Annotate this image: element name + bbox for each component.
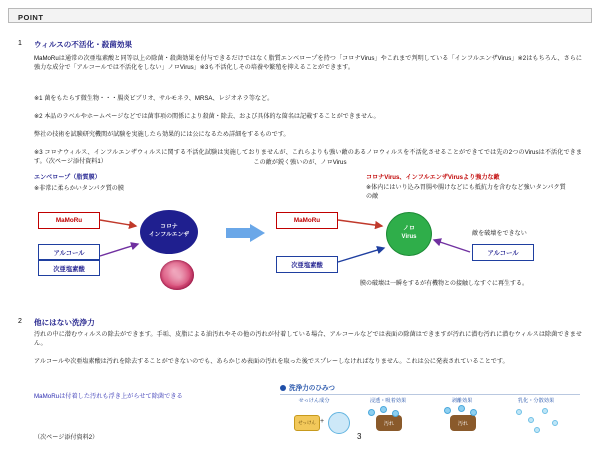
section1-note-1: ※1 菌をもたらす微生物・・・腸炎ビブリオ、サルモネラ、MRSA、レジオネラ等など。 xyxy=(34,95,274,102)
bubble-icon xyxy=(542,408,548,414)
section2-number: 2 xyxy=(18,318,22,325)
section2-paragraph-2: アルコールや次亜塩素酸は汚れを除去することができないのでも、あらかじめ表面の汚れを取った後でスプレーしなければなりません。これは公に発表されていることです。 xyxy=(34,358,509,365)
section1-note-3: 弊社の技術を試験研究機関が試験を実施したら効果的には公になるため詳細をするものです。 xyxy=(34,131,290,138)
diagram-right-top-note: 敵を破壊をできない xyxy=(472,230,527,237)
corona-influenza-virus-shape: コロナ インフルエンザ xyxy=(140,210,198,254)
washing-power-panel xyxy=(280,382,580,444)
soap-dot-icon xyxy=(458,405,465,412)
bubble-icon xyxy=(552,420,558,426)
section1-paragraph-1: MaMoRuは通常の次亜塩素酸と同等以上の除菌・殺菌効果を付与できるだけではなく脂質エンベロープを持つ「コロナVirus」やこれまで判明している「インフルエンザVirus」※2はもちろん、さらに強力な成分で「アルコールでは不活化をしない」ノロVirus」※3も不活化しその培養や繁殖を抑えることができます。 xyxy=(34,55,582,72)
box-sodium-hypochlorite-right: 次亜塩素酸 xyxy=(276,256,338,273)
soap-dot-icon xyxy=(470,409,477,416)
point-header-label: POINT xyxy=(18,12,44,22)
bubble-icon xyxy=(516,409,522,415)
box-mamoru-left: MaMoRu xyxy=(38,212,100,229)
soap-dot-icon xyxy=(380,406,387,413)
mamoru-bottom-note: MaMoRuは付着した汚れも浮き上がらせて除菌できる xyxy=(34,393,183,400)
wash-step-label-1: せっけん成分 xyxy=(298,398,330,404)
washing-power-title-text: 洗浄力のひみつ xyxy=(289,385,336,392)
wash-step-label-3: 剥離効果 xyxy=(451,398,473,404)
soap-dot-icon xyxy=(444,407,451,414)
diagram-right-note: 膜の破壊は一瞬をするが有機物との接触しなすぐに再生する。 xyxy=(360,281,529,287)
bullet-dot-icon xyxy=(280,385,286,391)
section1-title: ウィルスの不活化・殺菌効果 xyxy=(34,40,133,49)
bubble-icon xyxy=(534,427,540,433)
section1-note-4: ※3 コロナウィルス、インフルエンザウィルスに関する不活化試験は実施しておりませんが、これらよりも強い敵のあるノロウィルスを不活化させることができてでは先の2つのVirusは不活化できます。（次ページ添付資料1） xyxy=(34,149,582,166)
soap-bar-icon: せっけん xyxy=(294,415,320,431)
washing-steps xyxy=(280,394,580,445)
virus-diagram xyxy=(20,168,580,308)
virus-particle-icon xyxy=(160,260,194,290)
soap-dot-icon xyxy=(368,409,375,416)
box-mamoru-right: MaMoRu xyxy=(276,212,338,229)
washing-power-title xyxy=(280,382,335,392)
envelope-label-title: エンベロープ（脂質膜） xyxy=(34,174,101,181)
section1-number: 1 xyxy=(18,40,22,47)
box-alcohol-right: アルコール xyxy=(472,244,534,261)
wash-step-label-2: 浸透・吸着効果 xyxy=(369,398,407,404)
point-header-bar xyxy=(8,8,592,23)
plus-sign-icon: + xyxy=(320,418,325,425)
box-sodium-hypochlorite-left: 次亜塩素酸 xyxy=(38,260,100,276)
section2-title: 他にはない洗浄力 xyxy=(34,318,95,327)
noro-virus-shape: ノロ Virus xyxy=(386,212,432,256)
next-page-reference: （次ページ添付資料2） xyxy=(34,434,99,441)
transition-arrow-icon xyxy=(226,224,266,242)
noro-label-sub: ※体内にはいり込み胃腸や腸けなどにも抵抗力を含むなど強いタンパク質の敵 xyxy=(366,184,566,201)
box-alcohol-left: アルコール xyxy=(38,244,100,260)
micelle-icon xyxy=(328,412,350,434)
section2-paragraph-1: 汚れの中に潜むウィルスの除去ができます。手垢、皮脂による油汚れやその他の汚れが付着している場合、アルコールなどでは表面の除菌はできますが汚れに潜む汚れに潜むウィルスは除菌できません。 xyxy=(34,331,582,348)
section1-center-note: この敵が鋭く強いのが、ノロVirus xyxy=(253,159,347,166)
noro-label-title: コロナVirus、インフルエンザVirusより強力な敵 xyxy=(366,174,500,181)
page-number: 3 xyxy=(357,432,362,441)
soap-dot-icon xyxy=(392,410,399,417)
dirt-block-1: 汚れ xyxy=(376,415,402,431)
bubble-icon xyxy=(528,417,534,423)
dirt-block-2: 汚れ xyxy=(450,415,476,431)
envelope-label-sub: ※非常に柔らかいタンパク質の膜 xyxy=(34,185,124,192)
wash-step-label-4: 乳化・分散効果 xyxy=(517,398,555,404)
section1-note-2: ※2 本品のラベルやホームページなどでは菌事項の関係により殺菌・除去、および具体的な箇名は記載することができません。 xyxy=(34,113,380,120)
